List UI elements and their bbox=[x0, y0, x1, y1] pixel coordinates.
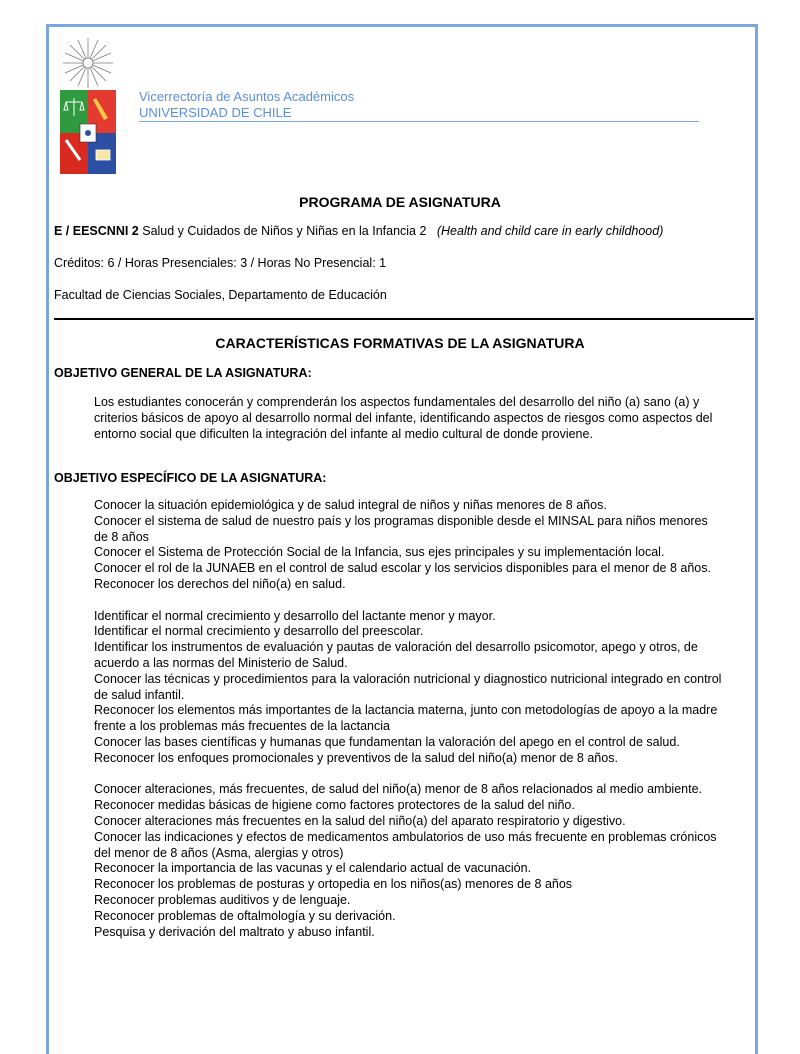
objective-item: Reconocer los enfoques promocionales y preventivos de la salud del niño(a) menor de 8 años. bbox=[94, 750, 618, 765]
objective-item: Reconocer problemas auditivos y de lenguaje. bbox=[94, 892, 351, 907]
header-divider bbox=[139, 121, 699, 122]
spacer bbox=[94, 767, 724, 783]
program-title: PROGRAMA DE ASIGNATURA bbox=[299, 194, 501, 210]
specific-objectives-list bbox=[94, 498, 724, 940]
objective-item: Reconocer la importancia de las vacunas y el calendario actual de vacunación. bbox=[94, 861, 532, 876]
credits-line: Créditos: 6 / Horas Presenciales: 3 / Horas No Presencial: 1 bbox=[54, 256, 387, 270]
section-title: CARACTERÍSTICAS FORMATIVAS DE LA ASIGNATURA bbox=[215, 335, 585, 351]
objective-item: Pesquisa y derivación del maltrato y abuso infantil. bbox=[94, 924, 375, 939]
institution-header bbox=[139, 89, 699, 121]
course-code: E / EESCNNI 2 bbox=[54, 224, 139, 238]
objective-item: Reconocer problemas de oftalmología y su derivación. bbox=[94, 908, 396, 923]
section-divider bbox=[54, 318, 754, 320]
objective-item: Conocer alteraciones más frecuentes en la salud del niño(a) del aparato respiratorio y digestivo. bbox=[94, 813, 626, 828]
objective-item: Conocer las bases científicas y humanas que fundamentan la valoración del apego en el control de salud. bbox=[94, 734, 680, 749]
objective-item: Conocer el Sistema de Protección Social de la Infancia, sus ejes principales y su implementación local. bbox=[94, 545, 665, 560]
objective-item: Reconocer los elementos más importantes de la lactancia materna, junto con metodologías de apoyo a la madre frente a los problemas más frecuentes de la lactancia bbox=[94, 703, 718, 734]
objective-item: Conocer las técnicas y procedimientos para la valoración nutricional y diagnostico nutricional integrado en control de salud infantil. bbox=[94, 671, 722, 702]
objective-item: Reconocer los derechos del niño(a) en salud. bbox=[94, 576, 346, 591]
objective-item: Conocer la situación epidemiológica y de salud integral de niños y niñas menores de 8 años. bbox=[94, 498, 607, 512]
general-objective-heading: OBJETIVO GENERAL DE LA ASIGNATURA: bbox=[54, 366, 312, 380]
objective-item: Conocer el rol de la JUNAEB en el control de salud escolar y los servicios disponibles para el menor de 8 años. bbox=[94, 561, 711, 576]
objective-item: Identificar los instrumentos de evaluación y pautas de valoración del desarrollo psicomotor, apego y otros, de acuerdo a las normas del Ministerio de Salud. bbox=[94, 640, 698, 670]
university-crest-logo bbox=[56, 36, 120, 178]
objective-item: Reconocer los problemas de posturas y ortopedia en los niños(as) menores de 8 años bbox=[94, 877, 573, 892]
objective-item: Reconocer medidas básicas de higiene como factores protectores de la salud del niño. bbox=[94, 798, 575, 813]
course-line bbox=[54, 224, 663, 238]
objective-item: Conocer las indicaciones y efectos de medicamentos ambulatorios de uso más frecuente en problemas crónicos del menor de 8 años (Asma, alergias y otros) bbox=[94, 829, 717, 860]
spacer bbox=[94, 593, 724, 609]
vicerrectoria-label: Vicerrectoría de Asuntos Académicos bbox=[139, 89, 355, 104]
course-name: Salud y Cuidados de Niños y Niñas en la Infancia 2 bbox=[142, 224, 427, 238]
specific-objective-heading: OBJETIVO ESPECÍFICO DE LA ASIGNATURA: bbox=[54, 471, 327, 485]
objective-item: Identificar el normal crecimiento y desarrollo del lactante menor y mayor. bbox=[94, 608, 496, 623]
university-name: UNIVERSIDAD DE CHILE bbox=[139, 105, 292, 120]
objective-item: Identificar el normal crecimiento y desarrollo del preescolar. bbox=[94, 624, 424, 639]
general-objective-text: Los estudiantes conocerán y comprenderán los aspectos fundamentales del desarrollo del niño (a) sano (a) y criterios básicos de apoyo al desarrollo normal del infante, identificando aspectos de riesgos como aspectos del entorno social que dificulten la integración del infante al medio cultural de donde proviene. bbox=[94, 395, 713, 441]
course-english-name: (Health and child care in early childhood) bbox=[436, 224, 664, 238]
faculty-line: Facultad de Ciencias Sociales, Departamento de Educación bbox=[54, 288, 387, 302]
objective-item: Conocer el sistema de salud de nuestro país y los programas disponible desde el MINSAL para niños menores de 8 años bbox=[94, 513, 708, 544]
objective-item: Conocer alteraciones, más frecuentes, de salud del niño(a) menor de 8 años relacionados al medio ambiente. bbox=[94, 782, 702, 797]
